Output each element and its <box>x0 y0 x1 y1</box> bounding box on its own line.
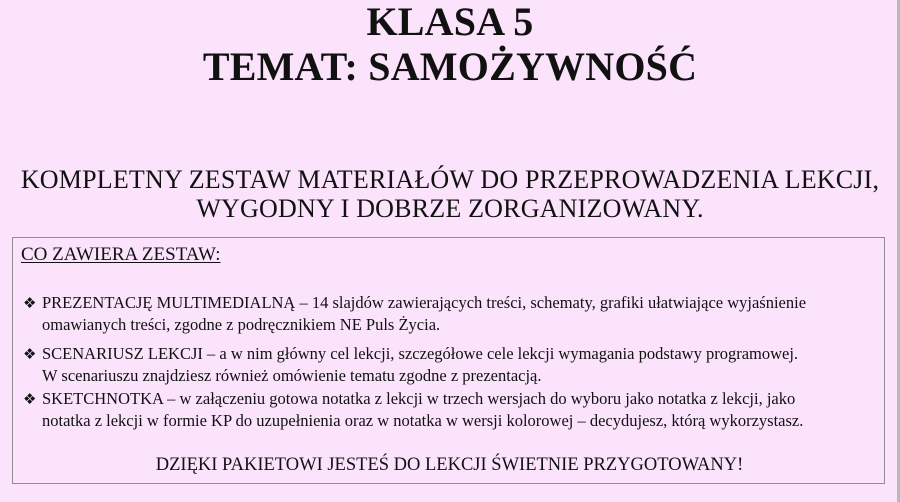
closing-statement: DZIĘKI PAKIETOWI JESTEŚ DO LEKCJI ŚWIETNIE PRZYGOTOWANY! <box>155 455 744 475</box>
page-title-topic: TEMAT: SAMOŻYWNOŚĆ <box>202 44 698 89</box>
list-item-line: SCENARIUSZ LEKCJI – a w nim główny cel lekcji, szczegółowe cele lekcji wymagania podstawy programowej. <box>42 344 799 363</box>
list-item-presentation <box>23 292 883 336</box>
diamond-bullet-icon: ❖ <box>23 390 37 408</box>
list-item-sketchnote <box>23 388 883 432</box>
list-item-scenario <box>23 343 883 387</box>
list-item-line: PREZENTACJĘ MULTIMEDIALNĄ – 14 slajdów zawierających treści, schematy, grafiki ułatwiające wyjaśnienie <box>42 293 807 312</box>
contents-heading: CO ZAWIERA ZESTAW: <box>21 244 221 265</box>
list-item-line: notatka z lekcji w formie KP do uzupełnienia oraz w notatka w wersji kolorowej – decydujesz, którą wykorzystasz. <box>42 411 804 430</box>
intro-line-1: KOMPLETNY ZESTAW MATERIAŁÓW DO PRZEPROWADZENIA LEKCJI, <box>20 165 880 194</box>
intro-line-2: WYGODNY I DOBRZE ZORGANIZOWANY. <box>196 194 704 223</box>
list-item-line: omawianych treści, zgodne z podręcznikiem NE Puls Życia. <box>42 315 441 334</box>
contents-box <box>12 237 885 484</box>
diamond-bullet-icon: ❖ <box>23 294 37 312</box>
list-item-line: W scenariuszu znajdziesz również omówienie tematu zgodne z prezentacją. <box>42 366 542 385</box>
page-title-class: KLASA 5 <box>366 0 534 44</box>
diamond-bullet-icon: ❖ <box>23 345 37 363</box>
list-item-line: SKETCHNOTKA – w załączeniu gotowa notatka z lekcji w trzech wersjach do wyboru jako notatka z lekcji, jako <box>42 389 796 408</box>
